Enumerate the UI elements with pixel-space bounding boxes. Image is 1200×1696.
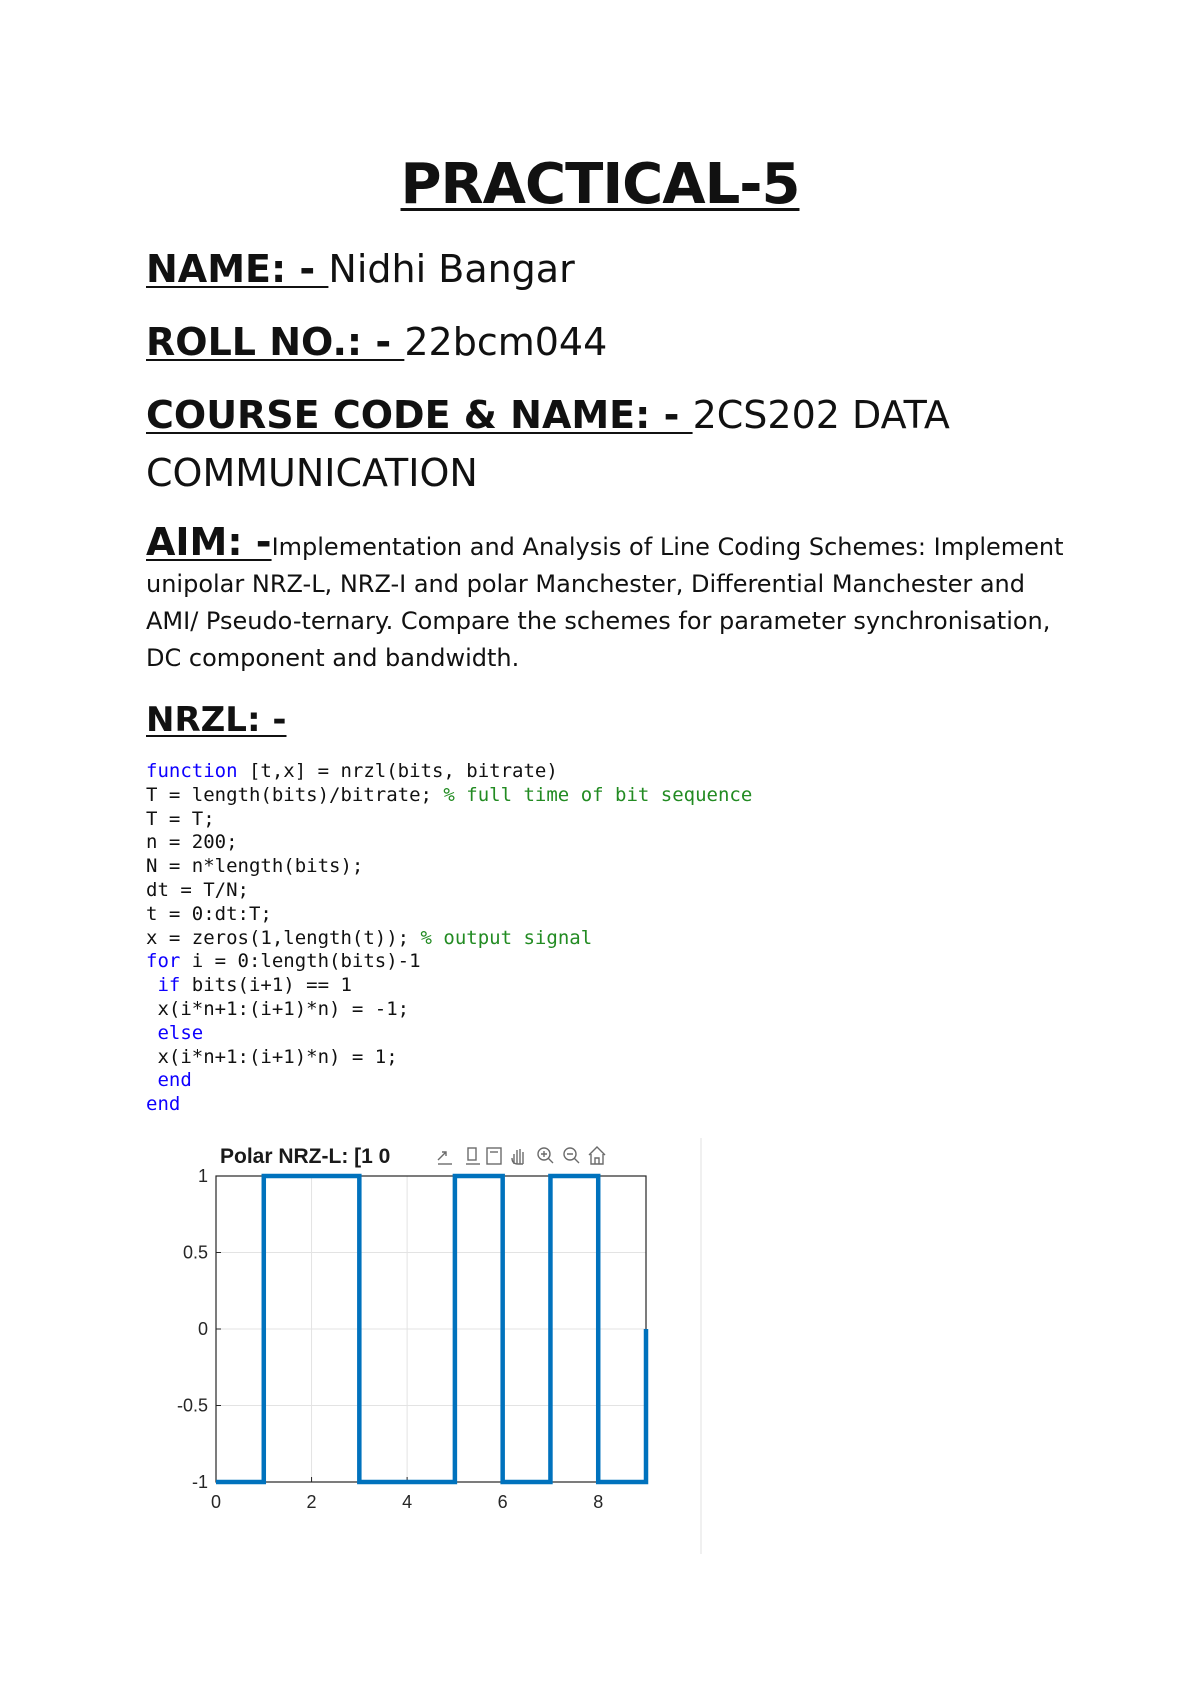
aim-paragraph bbox=[146, 520, 1076, 677]
code-keyword: else bbox=[157, 1021, 204, 1044]
code-line bbox=[146, 974, 752, 998]
chart-grid bbox=[216, 1176, 646, 1482]
aim-label: AIM: - bbox=[146, 520, 272, 564]
figure-panel bbox=[170, 1138, 712, 1554]
name-field bbox=[146, 240, 1076, 298]
x-tick-label: 2 bbox=[306, 1492, 317, 1512]
code-line bbox=[146, 903, 752, 927]
brush-icon[interactable] bbox=[487, 1148, 501, 1164]
x-tick-label: 8 bbox=[593, 1492, 604, 1512]
section-heading-nrzl: NRZL: - bbox=[146, 700, 287, 740]
code-text: n = 200; bbox=[146, 831, 238, 854]
code-text: T = T; bbox=[146, 807, 215, 830]
pan-icon[interactable] bbox=[512, 1149, 523, 1164]
y-tick-label: -0.5 bbox=[176, 1395, 208, 1416]
code-line bbox=[146, 998, 752, 1022]
code-text: N = n*length(bits); bbox=[146, 855, 364, 878]
x-tick-label: 0 bbox=[210, 1492, 222, 1512]
nrzl-chart bbox=[170, 1138, 712, 1554]
code-text: [t,x] = nrzl(bits, bitrate) bbox=[237, 760, 558, 782]
roll-field bbox=[146, 313, 1076, 371]
zoom-in-icon[interactable] bbox=[538, 1148, 553, 1163]
code-keyword: if bbox=[157, 974, 181, 997]
y-tick-label: 0.5 bbox=[182, 1242, 208, 1263]
code-line bbox=[146, 855, 752, 879]
aim-text: Implementation and Analysis of Line Coding Schemes: Implement unipolar NRZ-L, NRZ-I and polar Manchester, Differential Manchester and AMI/ Pseudo-ternary. Compare the schemes for parameter synchronisation, DC component and bandwidth. bbox=[146, 533, 1064, 672]
code-keyword: function bbox=[146, 760, 238, 782]
chart-ticks bbox=[177, 1166, 603, 1512]
export-icon[interactable] bbox=[438, 1152, 452, 1164]
x-tick-label: 4 bbox=[402, 1492, 413, 1512]
code-text: x = zeros(1,length(t)); bbox=[146, 926, 421, 949]
y-tick-label: 1 bbox=[197, 1166, 208, 1186]
code-line bbox=[146, 879, 752, 903]
code-text bbox=[146, 1069, 157, 1091]
code-line bbox=[146, 784, 752, 808]
course-value: 2CS202 DATA COMMUNICATION bbox=[146, 393, 950, 495]
code-line bbox=[146, 927, 752, 951]
code-text: t = 0:dt:T; bbox=[146, 902, 272, 925]
code-text: x(i*n+1:(i+1)*n) = -1; bbox=[146, 997, 410, 1020]
roll-label: ROLL NO.: - bbox=[146, 320, 405, 364]
chart-title: Polar NRZ-L: [1 0 bbox=[220, 1145, 391, 1168]
name-value: Nidhi Bangar bbox=[328, 247, 575, 291]
zoom-out-icon[interactable] bbox=[564, 1148, 579, 1163]
code-text: T = length(bits)/bitrate; bbox=[146, 783, 444, 806]
course-field bbox=[146, 386, 1076, 502]
code-keyword: for bbox=[146, 950, 181, 973]
data-tip-icon[interactable] bbox=[466, 1148, 480, 1164]
code-text bbox=[146, 974, 157, 996]
code-block bbox=[146, 760, 752, 1117]
code-text bbox=[146, 1022, 157, 1044]
code-text: bits(i+1) == 1 bbox=[180, 974, 352, 997]
y-tick-label: -1 bbox=[191, 1472, 208, 1492]
code-line bbox=[146, 760, 752, 784]
code-text: dt = T/N; bbox=[146, 878, 249, 901]
code-keyword: end bbox=[146, 1093, 181, 1116]
name-label: NAME: - bbox=[146, 247, 329, 291]
figure-border bbox=[700, 1138, 702, 1554]
code-line bbox=[146, 808, 752, 832]
code-line bbox=[146, 1093, 752, 1117]
code-line bbox=[146, 831, 752, 855]
y-tick-label: 0 bbox=[197, 1319, 208, 1339]
home-icon[interactable] bbox=[589, 1147, 605, 1164]
code-text: x(i*n+1:(i+1)*n) = 1; bbox=[146, 1045, 398, 1068]
code-keyword: end bbox=[157, 1069, 192, 1092]
code-line bbox=[146, 950, 752, 974]
code-comment: % output signal bbox=[420, 926, 593, 949]
code-comment: % full time of bit sequence bbox=[443, 783, 753, 806]
page-title: PRACTICAL-5 bbox=[400, 152, 800, 217]
course-label: COURSE CODE & NAME: - bbox=[146, 393, 693, 437]
x-tick-label: 6 bbox=[497, 1492, 508, 1512]
code-line bbox=[146, 1046, 752, 1070]
roll-value: 22bcm044 bbox=[404, 320, 608, 364]
code-line bbox=[146, 1069, 752, 1093]
code-text: i = 0:length(bits)-1 bbox=[180, 950, 421, 973]
code-line bbox=[146, 1022, 752, 1046]
